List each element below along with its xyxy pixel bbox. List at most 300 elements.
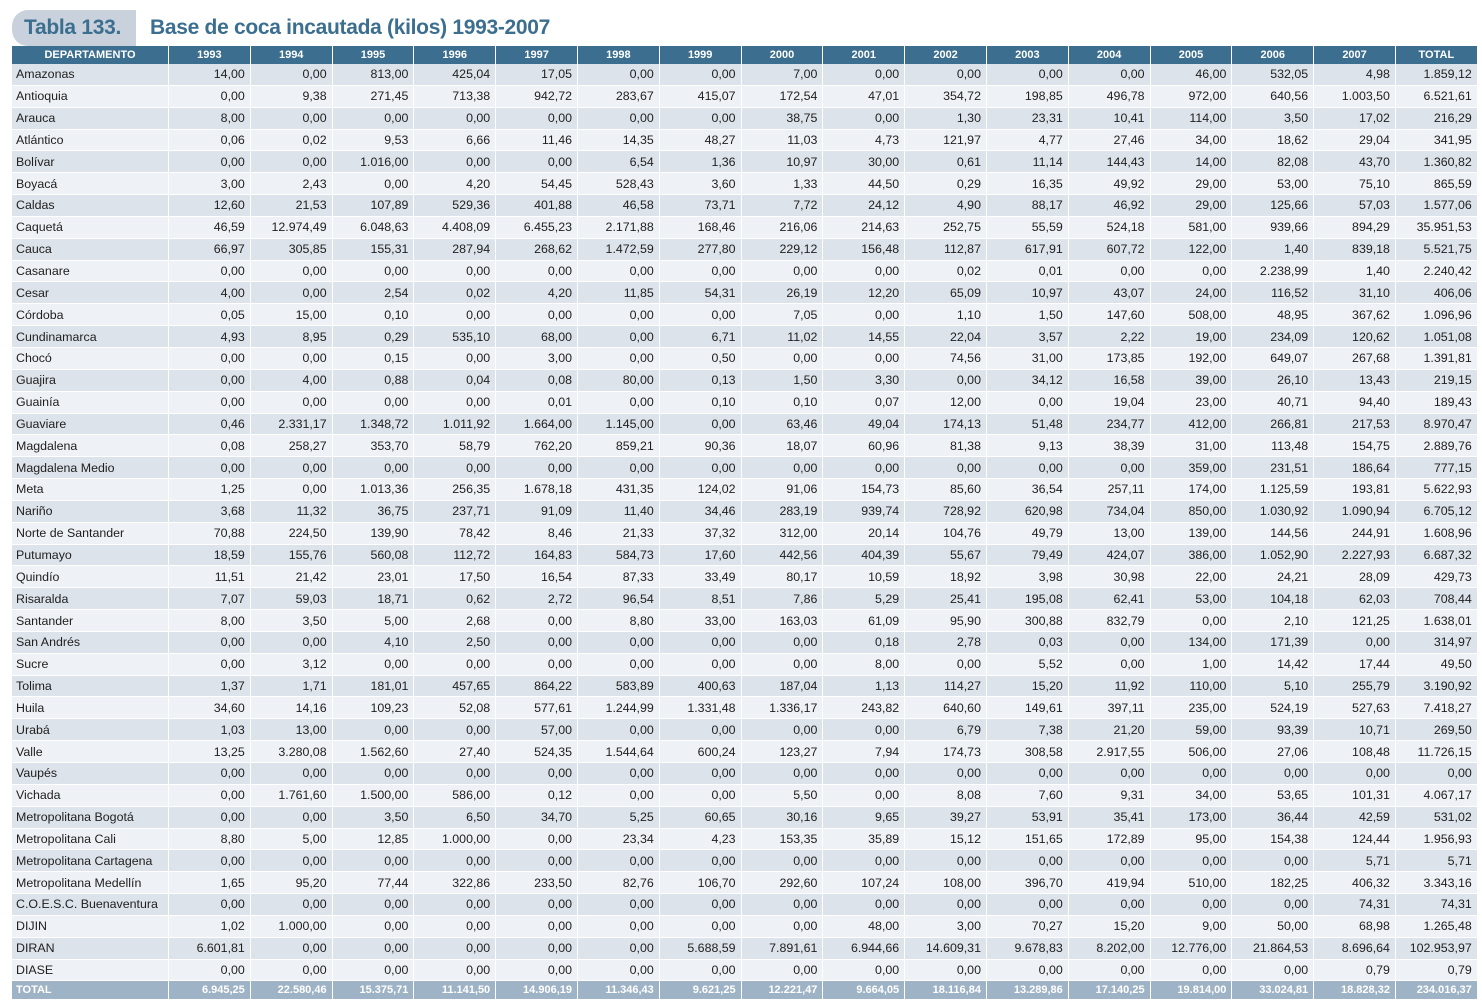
value-cell: 287,94 [414,238,496,260]
value-cell: 1.052,90 [1232,544,1314,566]
value-cell: 4,23 [659,828,741,850]
value-cell: 1,40 [1232,238,1314,260]
value-cell: 0,00 [250,347,332,369]
value-cell: 9,13 [986,435,1068,457]
value-cell: 0,00 [414,894,496,916]
value-cell: 354,72 [905,85,987,107]
table-row [12,872,1478,894]
table-row [12,806,1478,828]
value-cell: 583,89 [577,675,659,697]
value-cell: 6.521,61 [1395,85,1477,107]
value-cell: 24,00 [1150,282,1232,304]
value-cell: 8,46 [496,522,578,544]
value-cell: 48,27 [659,129,741,151]
value-cell: 151,65 [986,828,1068,850]
value-cell: 4,73 [823,129,905,151]
value-cell: 189,43 [1395,391,1477,413]
value-cell: 1.544,64 [577,741,659,763]
department-cell: DIASE [12,959,169,981]
value-cell: 21,53 [250,195,332,217]
value-cell: 12,00 [905,391,987,413]
value-cell: 2.238,99 [1232,260,1314,282]
value-cell: 0,00 [414,915,496,937]
value-cell: 40,71 [1232,391,1314,413]
value-cell: 4,10 [332,631,414,653]
value-cell: 283,67 [577,85,659,107]
total-value-cell: 22.580,46 [250,981,332,1000]
table-row [12,391,1478,413]
table-row [12,107,1478,129]
value-cell: 3.280,08 [250,741,332,763]
value-cell: 255,79 [1314,675,1396,697]
value-cell: 106,70 [659,872,741,894]
value-cell: 0,00 [986,763,1068,785]
department-cell: Metropolitana Bogotá [12,806,169,828]
value-cell: 4,00 [250,369,332,391]
value-cell: 9.678,83 [986,937,1068,959]
value-cell: 0,00 [1232,763,1314,785]
value-cell: 649,07 [1232,347,1314,369]
value-cell: 154,75 [1314,435,1396,457]
value-cell: 17,50 [414,566,496,588]
department-cell: Cundinamarca [12,326,169,348]
value-cell: 0,00 [496,959,578,981]
value-cell: 61,09 [823,610,905,632]
total-value-cell: 17.140,25 [1068,981,1150,1000]
value-cell: 73,71 [659,195,741,217]
value-cell: 1.244,99 [577,697,659,719]
value-cell: 88,17 [986,195,1068,217]
value-cell: 0,00 [659,631,741,653]
value-cell: 11,40 [577,500,659,522]
value-cell: 6,66 [414,129,496,151]
value-cell: 0,04 [414,369,496,391]
value-cell: 4,77 [986,129,1068,151]
value-cell: 0,00 [496,894,578,916]
value-cell: 16,58 [1068,369,1150,391]
value-cell: 66,97 [169,238,251,260]
value-cell: 0,00 [741,850,823,872]
value-cell: 181,01 [332,675,414,697]
value-cell: 0,10 [332,304,414,326]
department-cell: Quindío [12,566,169,588]
value-cell: 216,29 [1395,107,1477,129]
value-cell: 532,05 [1232,64,1314,85]
department-cell: Amazonas [12,64,169,85]
value-cell: 0,00 [496,631,578,653]
value-cell: 8.970,47 [1395,413,1477,435]
value-cell: 7,07 [169,588,251,610]
total-value-cell: 11.141,50 [414,981,496,1000]
value-cell: 1.125,59 [1232,479,1314,501]
value-cell: 90,36 [659,435,741,457]
value-cell: 2.227,93 [1314,544,1396,566]
value-cell: 21,42 [250,566,332,588]
value-cell: 5,10 [1232,675,1314,697]
table-number-label: Tabla 133. [12,10,136,46]
value-cell: 406,32 [1314,872,1396,894]
value-cell: 0,00 [332,173,414,195]
value-cell: 12,20 [823,282,905,304]
total-value-cell: 13.289,86 [986,981,1068,1000]
value-cell: 396,70 [986,872,1068,894]
value-cell: 198,85 [986,85,1068,107]
value-cell: 9,00 [1150,915,1232,937]
value-cell: 0,00 [577,937,659,959]
value-cell: 529,36 [414,195,496,217]
value-cell: 1,25 [169,479,251,501]
value-cell: 49,92 [1068,173,1150,195]
value-cell: 33,00 [659,610,741,632]
value-cell: 14,42 [1232,653,1314,675]
value-cell: 4,20 [496,282,578,304]
value-cell: 560,08 [332,544,414,566]
value-cell: 524,18 [1068,216,1150,238]
value-cell: 0,00 [986,959,1068,981]
value-cell: 0,00 [986,850,1068,872]
value-cell: 214,63 [823,216,905,238]
value-cell: 353,70 [332,435,414,457]
value-cell: 0,00 [169,151,251,173]
value-cell: 0,00 [659,64,741,85]
value-cell: 3,68 [169,500,251,522]
value-cell: 0,00 [169,653,251,675]
value-cell: 0,00 [1068,894,1150,916]
value-cell: 312,00 [741,522,823,544]
department-cell: Bolívar [12,151,169,173]
column-header-2001: 2001 [823,46,905,64]
value-cell: 96,54 [577,588,659,610]
value-cell: 31,00 [986,347,1068,369]
value-cell: 244,91 [1314,522,1396,544]
value-cell: 3,98 [986,566,1068,588]
total-value-cell: 12.221,47 [741,981,823,1000]
value-cell: 13,43 [1314,369,1396,391]
department-cell: Magdalena Medio [12,457,169,479]
value-cell: 12.776,00 [1150,937,1232,959]
department-cell: Vichada [12,784,169,806]
value-cell: 123,27 [741,741,823,763]
value-cell: 172,54 [741,85,823,107]
value-cell: 27,06 [1232,741,1314,763]
value-cell: 53,00 [1232,173,1314,195]
value-cell: 607,72 [1068,238,1150,260]
value-cell: 314,97 [1395,631,1477,653]
value-cell: 81,38 [905,435,987,457]
department-cell: Metropolitana Cali [12,828,169,850]
value-cell: 406,06 [1395,282,1477,304]
value-cell: 37,32 [659,522,741,544]
department-cell: C.O.E.S.C. Buenaventura [12,894,169,916]
value-cell: 734,04 [1068,500,1150,522]
value-cell: 0,00 [1232,894,1314,916]
value-cell: 8,00 [169,610,251,632]
value-cell: 0,00 [332,457,414,479]
value-cell: 193,81 [1314,479,1396,501]
value-cell: 510,00 [1150,872,1232,894]
value-cell: 23,31 [986,107,1068,129]
value-cell: 42,59 [1314,806,1396,828]
value-cell: 2.331,17 [250,413,332,435]
value-cell: 163,03 [741,610,823,632]
column-header-2004: 2004 [1068,46,1150,64]
value-cell: 10,41 [1068,107,1150,129]
value-cell: 3,12 [250,653,332,675]
value-cell: 24,21 [1232,566,1314,588]
value-cell: 0,00 [250,107,332,129]
value-cell: 0,15 [332,347,414,369]
value-cell: 0,00 [659,850,741,872]
department-cell: San Andrés [12,631,169,653]
value-cell: 8,08 [905,784,987,806]
value-cell: 1,00 [1150,653,1232,675]
value-cell: 0,00 [1150,260,1232,282]
value-cell: 186,64 [1314,457,1396,479]
value-cell: 14.609,31 [905,937,987,959]
table-row [12,238,1478,260]
value-cell: 124,44 [1314,828,1396,850]
value-cell: 0,00 [823,784,905,806]
table-row [12,915,1478,937]
value-cell: 0,00 [332,959,414,981]
value-cell: 0,00 [577,959,659,981]
value-cell: 0,00 [1068,763,1150,785]
value-cell: 0,00 [905,369,987,391]
value-cell: 1.608,96 [1395,522,1477,544]
value-cell: 11,03 [741,129,823,151]
value-cell: 496,78 [1068,85,1150,107]
value-cell: 187,04 [741,675,823,697]
value-cell: 0,00 [250,894,332,916]
value-cell: 8.202,00 [1068,937,1150,959]
value-cell: 173,85 [1068,347,1150,369]
value-cell: 0,00 [169,85,251,107]
column-header-departamento: DEPARTAMENTO [12,46,169,64]
table-header-row [12,46,1478,64]
value-cell: 23,01 [332,566,414,588]
column-header-1997: 1997 [496,46,578,64]
value-cell: 1,02 [169,915,251,937]
value-cell: 154,73 [823,479,905,501]
total-value-cell: 18.116,84 [905,981,987,1000]
value-cell: 6.455,23 [496,216,578,238]
value-cell: 527,63 [1314,697,1396,719]
value-cell: 1.016,00 [332,151,414,173]
value-cell: 0,00 [332,107,414,129]
value-cell: 114,27 [905,675,987,697]
value-cell: 0,00 [414,347,496,369]
value-cell: 640,56 [1232,85,1314,107]
value-cell: 506,00 [1150,741,1232,763]
value-cell: 172,89 [1068,828,1150,850]
value-cell: 36,54 [986,479,1068,501]
value-cell: 7,72 [741,195,823,217]
value-cell: 322,86 [414,872,496,894]
value-cell: 14,00 [1150,151,1232,173]
value-cell: 419,94 [1068,872,1150,894]
value-cell: 640,60 [905,697,987,719]
value-cell: 0,00 [250,959,332,981]
value-cell: 6.048,63 [332,216,414,238]
value-cell: 24,12 [823,195,905,217]
column-header-1999: 1999 [659,46,741,64]
value-cell: 0,00 [169,347,251,369]
value-cell: 0,00 [577,457,659,479]
value-cell: 2,10 [1232,610,1314,632]
value-cell: 0,00 [905,894,987,916]
column-header-1996: 1996 [414,46,496,64]
value-cell: 0,00 [414,391,496,413]
table-row [12,457,1478,479]
value-cell: 864,22 [496,675,578,697]
department-cell: Atlántico [12,129,169,151]
value-cell: 7,05 [741,304,823,326]
value-cell: 171,39 [1232,631,1314,653]
value-cell: 116,52 [1232,282,1314,304]
value-cell: 57,03 [1314,195,1396,217]
value-cell: 266,81 [1232,413,1314,435]
value-cell: 28,09 [1314,566,1396,588]
value-cell: 3,50 [250,610,332,632]
value-cell: 401,88 [496,195,578,217]
value-cell: 164,83 [496,544,578,566]
value-cell: 939,74 [823,500,905,522]
value-cell: 0,00 [905,850,987,872]
value-cell: 942,72 [496,85,578,107]
value-cell: 1.577,06 [1395,195,1477,217]
value-cell: 1.030,92 [1232,500,1314,522]
value-cell: 0,00 [414,107,496,129]
value-cell: 107,89 [332,195,414,217]
value-cell: 155,31 [332,238,414,260]
value-cell: 48,00 [823,915,905,937]
value-cell: 283,19 [741,500,823,522]
total-value-cell: 18.828,32 [1314,981,1396,1000]
value-cell: 5,52 [986,653,1068,675]
value-cell: 359,00 [1150,457,1232,479]
value-cell: 0,00 [414,763,496,785]
value-cell: 972,00 [1150,85,1232,107]
value-cell: 65,09 [905,282,987,304]
value-cell: 44,50 [823,173,905,195]
value-cell: 79,49 [986,544,1068,566]
value-cell: 35,89 [823,828,905,850]
value-cell: 0,00 [169,959,251,981]
value-cell: 62,41 [1068,588,1150,610]
value-cell: 0,00 [1068,64,1150,85]
value-cell: 0,79 [1314,959,1396,981]
value-cell: 124,02 [659,479,741,501]
value-cell: 237,71 [414,500,496,522]
column-header-1994: 1994 [250,46,332,64]
department-cell: Risaralda [12,588,169,610]
value-cell: 0,00 [659,894,741,916]
value-cell: 1.664,00 [496,413,578,435]
value-cell: 271,45 [332,85,414,107]
value-cell: 18,59 [169,544,251,566]
value-cell: 0,00 [169,763,251,785]
value-cell: 0,29 [332,326,414,348]
table-row [12,413,1478,435]
value-cell: 46,92 [1068,195,1150,217]
value-cell: 5,50 [741,784,823,806]
value-cell: 0,00 [1314,763,1396,785]
value-cell: 0,00 [332,894,414,916]
value-cell: 217,53 [1314,413,1396,435]
department-cell: Putumayo [12,544,169,566]
value-cell: 0,00 [414,719,496,741]
value-cell: 0,00 [169,369,251,391]
value-cell: 8,95 [250,326,332,348]
table-row [12,828,1478,850]
value-cell: 120,62 [1314,326,1396,348]
value-cell: 5,71 [1314,850,1396,872]
value-cell: 59,00 [1150,719,1232,741]
value-cell: 39,00 [1150,369,1232,391]
value-cell: 95,20 [250,872,332,894]
value-cell: 305,85 [250,238,332,260]
value-cell: 0,06 [169,129,251,151]
value-cell: 112,87 [905,238,987,260]
value-cell: 1.013,36 [332,479,414,501]
value-cell: 3,00 [905,915,987,937]
value-cell: 94,40 [1314,391,1396,413]
value-cell: 1.011,92 [414,413,496,435]
column-header-1993: 1993 [169,46,251,64]
value-cell: 26,10 [1232,369,1314,391]
value-cell: 6,50 [414,806,496,828]
value-cell: 0,00 [905,457,987,479]
value-cell: 586,00 [414,784,496,806]
value-cell: 1.265,48 [1395,915,1477,937]
value-cell: 11,51 [169,566,251,588]
value-cell: 101,31 [1314,784,1396,806]
column-header-1995: 1995 [332,46,414,64]
value-cell: 21,20 [1068,719,1150,741]
value-cell: 0,00 [414,959,496,981]
value-cell: 1.348,72 [332,413,414,435]
value-cell: 7,86 [741,588,823,610]
value-cell: 6.687,32 [1395,544,1477,566]
value-cell: 0,00 [823,64,905,85]
value-cell: 0,00 [823,850,905,872]
value-cell: 0,07 [823,391,905,413]
value-cell: 429,73 [1395,566,1477,588]
value-cell: 0,00 [659,763,741,785]
value-cell: 524,35 [496,741,578,763]
value-cell: 51,48 [986,413,1068,435]
value-cell: 11.726,15 [1395,741,1477,763]
value-cell: 832,79 [1068,610,1150,632]
value-cell: 39,27 [905,806,987,828]
value-cell: 0,00 [659,304,741,326]
value-cell: 23,00 [1150,391,1232,413]
department-cell: Guainía [12,391,169,413]
value-cell: 1,65 [169,872,251,894]
table-row [12,479,1478,501]
value-cell: 11,46 [496,129,578,151]
department-cell: Meta [12,479,169,501]
value-cell: 18,07 [741,435,823,457]
department-cell: Boyacá [12,173,169,195]
value-cell: 0,00 [332,850,414,872]
value-cell: 0,00 [332,915,414,937]
value-cell: 8,00 [169,107,251,129]
value-cell: 2.889,76 [1395,435,1477,457]
value-cell: 22,04 [905,326,987,348]
value-cell: 12,60 [169,195,251,217]
value-cell: 412,00 [1150,413,1232,435]
